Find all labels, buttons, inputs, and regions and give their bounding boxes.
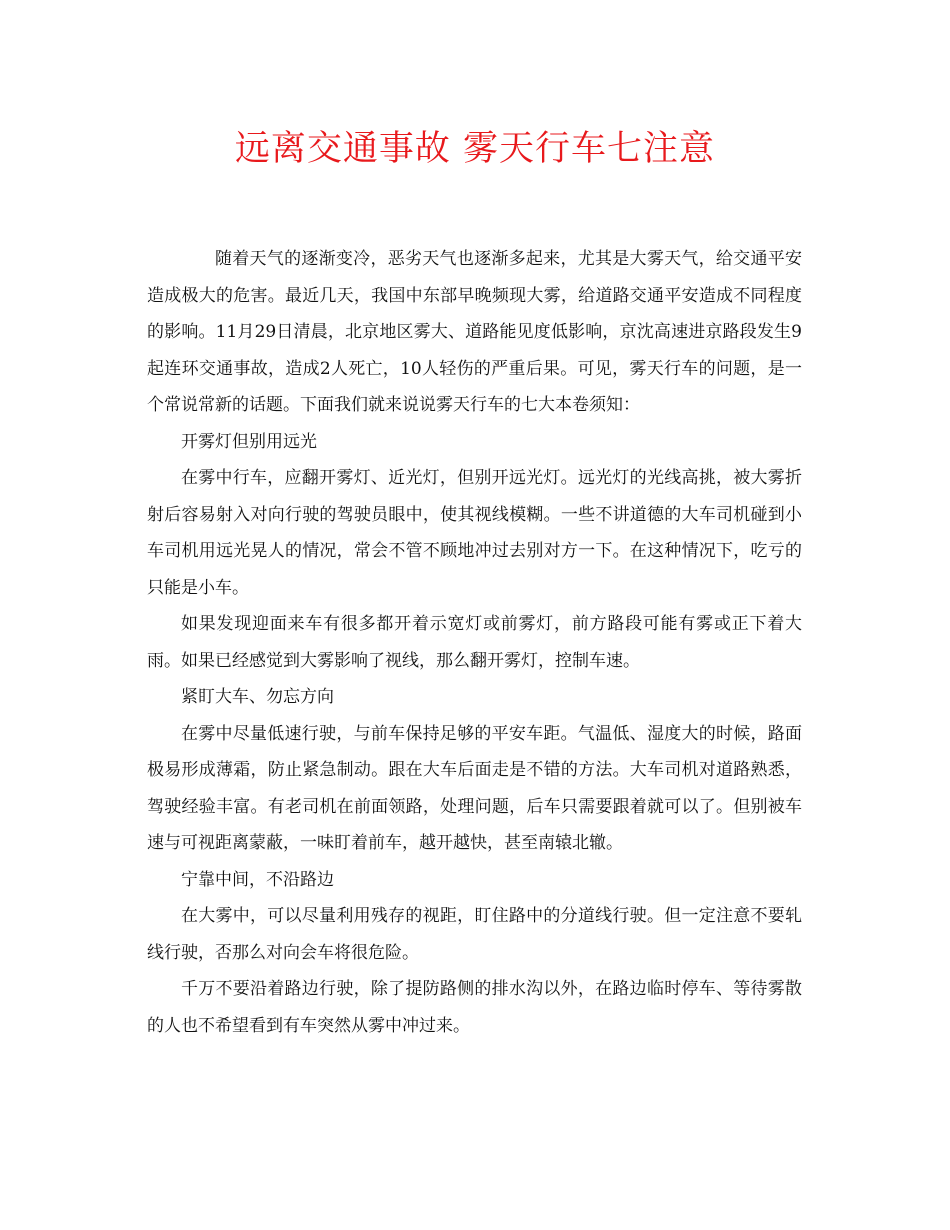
intro-paragraph: 随着天气的逐渐变冷，恶劣天气也逐渐多起来，尤其是大雾天气，给交通平安造成极大的危害。最近几天，我国中东部早晚频现大雾，给道路交通平安造成不同程度的影响。11月29日清晨，北京地区雾大、道路能见度低影响，京沈高速进京路段发生9起连环交通事故，造成2人死亡，10人轻伤的严重后果。可见，雾天行车的问题，是一个常说常新的话题。下面我们就来说说雾天行车的七大本卷须知：	[147, 249, 802, 415]
paragraph: 千万不要沿着路边行驶，除了提防路侧的排水沟以外，在路边临时停车、等待雾散的人也不希望看到有车突然从雾中冲过来。	[147, 979, 802, 1036]
paragraph: 在雾中尽量低速行驶，与前车保持足够的平安车距。气温低、湿度大的时候，路面极易形成薄霜，防止紧急制动。跟在大车后面走是不错的方法。大车司机对道路熟悉，驾驶经验丰富。有老司机在前面领路，处理问题，后车只需要跟着就可以了。但别被车速与可视距离蒙蔽，一味盯着前车，越开越快，甚至南辕北辙。	[147, 723, 802, 853]
section-heading-fog-lights: 开雾灯但别用远光	[181, 431, 317, 452]
paragraph: 如果发现迎面来车有很多都开着示宽灯或前雾灯，前方路段可能有雾或正下着大雨。如果已经感觉到大雾影响了视线，那么翻开雾灯，控制车速。	[147, 614, 802, 671]
section-heading-follow-trucks: 紧盯大车、勿忘方向	[181, 687, 334, 707]
document-title: 远离交通事故 雾天行车七注意	[234, 129, 716, 169]
section-heading-keep-center: 宁靠中间，不沿路边	[181, 869, 334, 890]
paragraph: 在雾中行车，应翻开雾灯、近光灯，但别开远光灯。远光灯的光线高挑，被大雾折射后容易射入对向行驶的驾驶员眼中，使其视线模糊。一些不讲道德的大车司机碰到小车司机用远光晃人的情况，常会不管不顾地冲过去别对方一下。在这种情况下，吃亏的只能是小车。	[147, 468, 802, 598]
document-body	[147, 241, 802, 1044]
paragraph: 在大雾中，可以尽量利用残存的视距，盯住路中的分道线行驶。但一定注意不要轧线行驶，否那么对向会车将很危险。	[147, 906, 802, 963]
